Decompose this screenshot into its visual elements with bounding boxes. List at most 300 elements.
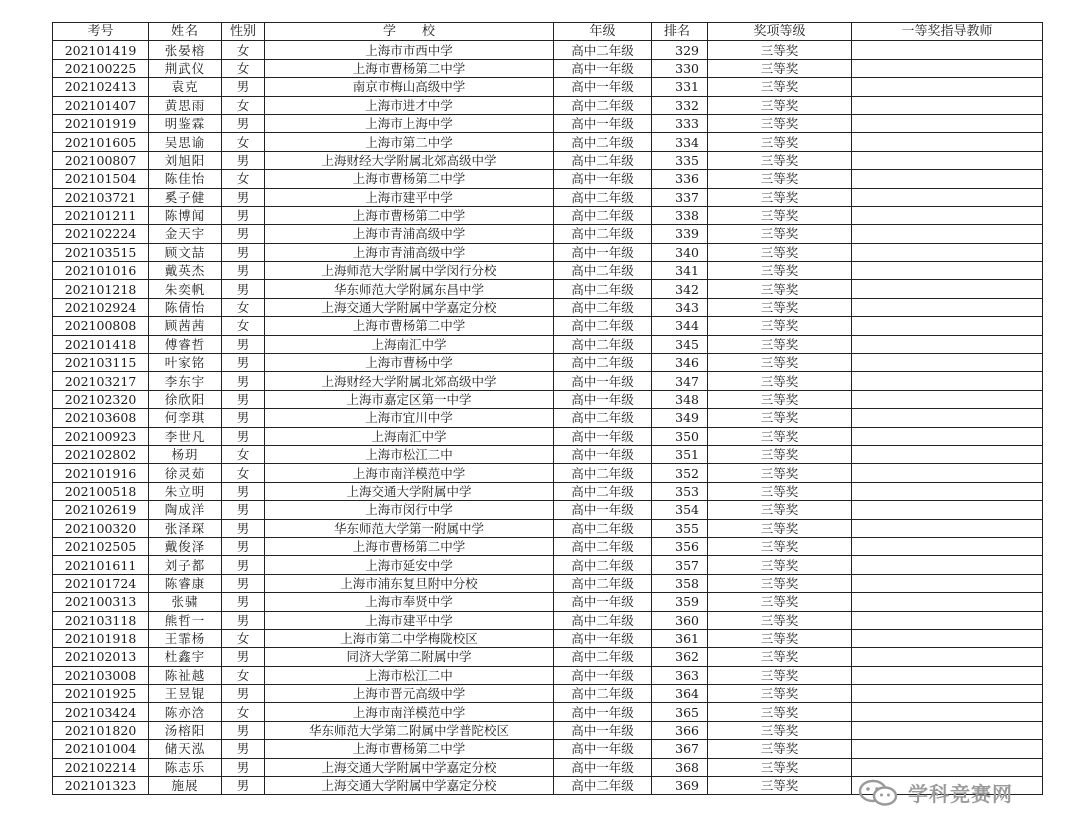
- cell-rank: 334: [652, 133, 708, 151]
- cell-rank: 357: [652, 556, 708, 574]
- cell-rank: 350: [652, 427, 708, 445]
- cell-gender: 男: [222, 501, 265, 519]
- cell-award-level: 三等奖: [708, 556, 852, 574]
- cell-award-level: 三等奖: [708, 78, 852, 96]
- cell-name: 荆武仪: [149, 59, 222, 77]
- cell-gender: 女: [222, 298, 265, 316]
- cell-exam-id: 202103608: [53, 409, 149, 427]
- cell-award-level: 三等奖: [708, 758, 852, 776]
- cell-first-prize-teacher: [852, 114, 1043, 132]
- cell-school: 同济大学第二附属中学: [265, 648, 554, 666]
- cell-exam-id: 202100320: [53, 519, 149, 537]
- cell-school: 上海市嘉定区第一中学: [265, 390, 554, 408]
- cell-award-level: 三等奖: [708, 354, 852, 372]
- wechat-logo-icon: [858, 779, 900, 807]
- table-row: [53, 740, 1043, 758]
- table-row: [53, 170, 1043, 188]
- cell-gender: 男: [222, 78, 265, 96]
- cell-first-prize-teacher: [852, 409, 1043, 427]
- cell-name: 叶家铭: [149, 354, 222, 372]
- cell-exam-id: 202100225: [53, 59, 149, 77]
- cell-name: 熊哲一: [149, 611, 222, 629]
- cell-gender: 男: [222, 740, 265, 758]
- cell-first-prize-teacher: [852, 96, 1043, 114]
- cell-grade: 高中一年级: [554, 390, 652, 408]
- cell-gender: 男: [222, 777, 265, 795]
- cell-grade: 高中二年级: [554, 519, 652, 537]
- table-row: [53, 703, 1043, 721]
- table-row: [53, 280, 1043, 298]
- cell-exam-id: 202102505: [53, 537, 149, 555]
- cell-exam-id: 202103721: [53, 188, 149, 206]
- cell-rank: 369: [652, 777, 708, 795]
- cell-first-prize-teacher: [852, 243, 1043, 261]
- cell-gender: 男: [222, 151, 265, 169]
- cell-grade: 高中一年级: [554, 629, 652, 647]
- cell-exam-id: 202101918: [53, 629, 149, 647]
- cell-award-level: 三等奖: [708, 648, 852, 666]
- cell-name: 陈倩怡: [149, 298, 222, 316]
- cell-school: 上海市市西中学: [265, 41, 554, 59]
- cell-grade: 高中一年级: [554, 445, 652, 463]
- cell-gender: 女: [222, 464, 265, 482]
- cell-gender: 男: [222, 335, 265, 353]
- cell-grade: 高中一年级: [554, 170, 652, 188]
- cell-rank: 343: [652, 298, 708, 316]
- cell-rank: 330: [652, 59, 708, 77]
- table-row: [53, 427, 1043, 445]
- cell-gender: 女: [222, 666, 265, 684]
- cell-rank: 347: [652, 372, 708, 390]
- cell-rank: 364: [652, 685, 708, 703]
- cell-grade: 高中一年级: [554, 372, 652, 390]
- cell-rank: 342: [652, 280, 708, 298]
- cell-school: 上海市松江二中: [265, 445, 554, 463]
- cell-exam-id: 202101218: [53, 280, 149, 298]
- table-row: [53, 372, 1043, 390]
- cell-exam-id: 202103424: [53, 703, 149, 721]
- cell-name: 刘子都: [149, 556, 222, 574]
- cell-first-prize-teacher: [852, 170, 1043, 188]
- cell-gender: 男: [222, 593, 265, 611]
- cell-exam-id: 202101916: [53, 464, 149, 482]
- cell-name: 陶成洋: [149, 501, 222, 519]
- cell-award-level: 三等奖: [708, 114, 852, 132]
- cell-gender: 男: [222, 225, 265, 243]
- cell-rank: 332: [652, 96, 708, 114]
- cell-gender: 女: [222, 133, 265, 151]
- cell-grade: 高中二年级: [554, 188, 652, 206]
- cell-school: 上海市第二中学: [265, 133, 554, 151]
- cell-exam-id: 202100808: [53, 317, 149, 335]
- cell-award-level: 三等奖: [708, 133, 852, 151]
- table-row: [53, 317, 1043, 335]
- cell-school: 上海市青浦高级中学: [265, 243, 554, 261]
- table-row: [53, 151, 1043, 169]
- cell-gender: 男: [222, 519, 265, 537]
- cell-school: 上海交通大学附属中学: [265, 482, 554, 500]
- cell-name: 李世凡: [149, 427, 222, 445]
- cell-grade: 高中二年级: [554, 262, 652, 280]
- cell-rank: 358: [652, 574, 708, 592]
- cell-exam-id: 202100923: [53, 427, 149, 445]
- cell-school: 上海市曹杨第二中学: [265, 537, 554, 555]
- table-row: [53, 243, 1043, 261]
- cell-award-level: 三等奖: [708, 225, 852, 243]
- cell-name: 王霏杨: [149, 629, 222, 647]
- cell-name: 何孪琪: [149, 409, 222, 427]
- cell-grade: 高中一年级: [554, 427, 652, 445]
- cell-rank: 331: [652, 78, 708, 96]
- cell-rank: 361: [652, 629, 708, 647]
- cell-grade: 高中一年级: [554, 593, 652, 611]
- cell-gender: 女: [222, 170, 265, 188]
- table-row: [53, 537, 1043, 555]
- cell-name: 李东宇: [149, 372, 222, 390]
- cell-school: 上海市浦东复旦附中分校: [265, 574, 554, 592]
- cell-first-prize-teacher: [852, 298, 1043, 316]
- table-row: [53, 225, 1043, 243]
- cell-name: 陈志乐: [149, 758, 222, 776]
- cell-award-level: 三等奖: [708, 41, 852, 59]
- cell-first-prize-teacher: [852, 390, 1043, 408]
- cell-grade: 高中一年级: [554, 666, 652, 684]
- table-row: [53, 390, 1043, 408]
- cell-name: 傅睿哲: [149, 335, 222, 353]
- cell-grade: 高中一年级: [554, 721, 652, 739]
- cell-gender: 男: [222, 648, 265, 666]
- cell-grade: 高中一年级: [554, 501, 652, 519]
- cell-award-level: 三等奖: [708, 611, 852, 629]
- cell-grade: 高中二年级: [554, 777, 652, 795]
- cell-gender: 男: [222, 243, 265, 261]
- cell-award-level: 三等奖: [708, 96, 852, 114]
- cell-grade: 高中二年级: [554, 298, 652, 316]
- cell-award-level: 三等奖: [708, 629, 852, 647]
- cell-name: 金天宇: [149, 225, 222, 243]
- cell-award-level: 三等奖: [708, 262, 852, 280]
- cell-grade: 高中二年级: [554, 317, 652, 335]
- cell-school: 上海市松江二中: [265, 666, 554, 684]
- cell-award-level: 三等奖: [708, 685, 852, 703]
- cell-grade: 高中二年级: [554, 151, 652, 169]
- cell-school: 上海市曹杨中学: [265, 354, 554, 372]
- cell-first-prize-teacher: [852, 721, 1043, 739]
- cell-exam-id: 202102214: [53, 758, 149, 776]
- table-row: [53, 188, 1043, 206]
- cell-exam-id: 202100313: [53, 593, 149, 611]
- cell-first-prize-teacher: [852, 758, 1043, 776]
- cell-grade: 高中二年级: [554, 685, 652, 703]
- cell-first-prize-teacher: [852, 501, 1043, 519]
- cell-grade: 高中一年级: [554, 243, 652, 261]
- cell-exam-id: 202101724: [53, 574, 149, 592]
- cell-school: 上海财经大学附属北郊高级中学: [265, 372, 554, 390]
- cell-award-level: 三等奖: [708, 703, 852, 721]
- cell-gender: 女: [222, 96, 265, 114]
- cell-rank: 359: [652, 593, 708, 611]
- cell-award-level: 三等奖: [708, 390, 852, 408]
- cell-gender: 女: [222, 59, 265, 77]
- header-grade: 年级: [554, 23, 652, 41]
- cell-first-prize-teacher: [852, 59, 1043, 77]
- cell-name: 陈祉越: [149, 666, 222, 684]
- cell-name: 张晏榕: [149, 41, 222, 59]
- table-row: [53, 114, 1043, 132]
- cell-name: 奚子健: [149, 188, 222, 206]
- cell-first-prize-teacher: [852, 317, 1043, 335]
- cell-name: 徐灵茹: [149, 464, 222, 482]
- cell-rank: 360: [652, 611, 708, 629]
- cell-school: 华东师范大学附属东昌中学: [265, 280, 554, 298]
- cell-first-prize-teacher: [852, 593, 1043, 611]
- cell-grade: 高中一年级: [554, 59, 652, 77]
- cell-school: 上海市曹杨第二中学: [265, 170, 554, 188]
- cell-first-prize-teacher: [852, 464, 1043, 482]
- results-table: [52, 22, 1043, 795]
- cell-first-prize-teacher: [852, 648, 1043, 666]
- cell-first-prize-teacher: [852, 354, 1043, 372]
- cell-name: 施展: [149, 777, 222, 795]
- cell-name: 汤榕阳: [149, 721, 222, 739]
- table-row: [53, 593, 1043, 611]
- cell-exam-id: 202101211: [53, 206, 149, 224]
- cell-name: 陈佳怡: [149, 170, 222, 188]
- table-row: [53, 41, 1043, 59]
- table-row: [53, 96, 1043, 114]
- cell-rank: 354: [652, 501, 708, 519]
- cell-school: 上海市曹杨第二中学: [265, 317, 554, 335]
- cell-rank: 351: [652, 445, 708, 463]
- cell-first-prize-teacher: [852, 519, 1043, 537]
- table-row: [53, 556, 1043, 574]
- cell-name: 吴思谕: [149, 133, 222, 151]
- cell-grade: 高中二年级: [554, 335, 652, 353]
- cell-rank: 368: [652, 758, 708, 776]
- cell-rank: 346: [652, 354, 708, 372]
- cell-school: 上海市闵行中学: [265, 501, 554, 519]
- cell-rank: 356: [652, 537, 708, 555]
- cell-grade: 高中二年级: [554, 537, 652, 555]
- cell-rank: 329: [652, 41, 708, 59]
- cell-school: 上海南汇中学: [265, 335, 554, 353]
- cell-grade: 高中二年级: [554, 206, 652, 224]
- cell-school: 上海市曹杨第二中学: [265, 206, 554, 224]
- cell-gender: 男: [222, 280, 265, 298]
- cell-school: 上海市上海中学: [265, 114, 554, 132]
- cell-gender: 男: [222, 537, 265, 555]
- cell-gender: 男: [222, 611, 265, 629]
- cell-grade: 高中二年级: [554, 354, 652, 372]
- cell-gender: 男: [222, 354, 265, 372]
- cell-school: 上海市青浦高级中学: [265, 225, 554, 243]
- table-row: [53, 482, 1043, 500]
- cell-rank: 336: [652, 170, 708, 188]
- cell-exam-id: 202103217: [53, 372, 149, 390]
- cell-award-level: 三等奖: [708, 335, 852, 353]
- cell-gender: 女: [222, 317, 265, 335]
- cell-gender: 女: [222, 445, 265, 463]
- cell-name: 朱立明: [149, 482, 222, 500]
- cell-exam-id: 202101925: [53, 685, 149, 703]
- table-body: [53, 41, 1043, 795]
- cell-exam-id: 202102320: [53, 390, 149, 408]
- cell-school: 上海市奉贤中学: [265, 593, 554, 611]
- cell-name: 戴英杰: [149, 262, 222, 280]
- cell-school: 华东师范大学第一附属中学: [265, 519, 554, 537]
- cell-rank: 366: [652, 721, 708, 739]
- cell-name: 陈亦浛: [149, 703, 222, 721]
- cell-exam-id: 202102224: [53, 225, 149, 243]
- table-row: [53, 206, 1043, 224]
- cell-first-prize-teacher: [852, 703, 1043, 721]
- cell-gender: 男: [222, 556, 265, 574]
- cell-grade: 高中二年级: [554, 96, 652, 114]
- cell-exam-id: 202101820: [53, 721, 149, 739]
- header-first-prize-teacher: 一等奖指导教师: [852, 23, 1043, 41]
- cell-rank: 362: [652, 648, 708, 666]
- cell-gender: 男: [222, 721, 265, 739]
- cell-exam-id: 202101504: [53, 170, 149, 188]
- cell-first-prize-teacher: [852, 611, 1043, 629]
- cell-grade: 高中一年级: [554, 114, 652, 132]
- header-row: [53, 23, 1043, 41]
- cell-gender: 男: [222, 482, 265, 500]
- cell-name: 储天泓: [149, 740, 222, 758]
- table-row: [53, 501, 1043, 519]
- cell-grade: 高中二年级: [554, 464, 652, 482]
- cell-school: 上海市南洋模范中学: [265, 703, 554, 721]
- cell-award-level: 三等奖: [708, 188, 852, 206]
- cell-exam-id: 202101919: [53, 114, 149, 132]
- cell-school: 上海市第二中学梅陇校区: [265, 629, 554, 647]
- cell-exam-id: 202101004: [53, 740, 149, 758]
- table-row: [53, 685, 1043, 703]
- cell-exam-id: 202101611: [53, 556, 149, 574]
- cell-grade: 高中一年级: [554, 78, 652, 96]
- cell-rank: 355: [652, 519, 708, 537]
- cell-school: 上海市曹杨第二中学: [265, 59, 554, 77]
- cell-school: 上海南汇中学: [265, 427, 554, 445]
- cell-name: 陈博闻: [149, 206, 222, 224]
- cell-rank: 337: [652, 188, 708, 206]
- cell-rank: 363: [652, 666, 708, 684]
- cell-rank: 333: [652, 114, 708, 132]
- cell-award-level: 三等奖: [708, 317, 852, 335]
- cell-exam-id: 202101419: [53, 41, 149, 59]
- cell-school: 上海市曹杨第二中学: [265, 740, 554, 758]
- table-row: [53, 519, 1043, 537]
- cell-award-level: 三等奖: [708, 409, 852, 427]
- cell-grade: 高中二年级: [554, 225, 652, 243]
- cell-grade: 高中二年级: [554, 41, 652, 59]
- cell-name: 朱奕帆: [149, 280, 222, 298]
- cell-grade: 高中一年级: [554, 703, 652, 721]
- cell-name: 杨玥: [149, 445, 222, 463]
- cell-first-prize-teacher: [852, 188, 1043, 206]
- cell-exam-id: 202101323: [53, 777, 149, 795]
- cell-name: 明鉴霖: [149, 114, 222, 132]
- table-row: [53, 59, 1043, 77]
- cell-exam-id: 202101605: [53, 133, 149, 151]
- cell-exam-id: 202103515: [53, 243, 149, 261]
- cell-name: 张泽琛: [149, 519, 222, 537]
- cell-first-prize-teacher: [852, 537, 1043, 555]
- cell-school: 上海市南洋模范中学: [265, 464, 554, 482]
- cell-exam-id: 202100518: [53, 482, 149, 500]
- cell-award-level: 三等奖: [708, 59, 852, 77]
- cell-exam-id: 202103008: [53, 666, 149, 684]
- cell-school: 上海市延安中学: [265, 556, 554, 574]
- cell-award-level: 三等奖: [708, 777, 852, 795]
- cell-first-prize-teacher: [852, 685, 1043, 703]
- cell-school: 上海市宜川中学: [265, 409, 554, 427]
- cell-gender: 男: [222, 390, 265, 408]
- cell-name: 黄思雨: [149, 96, 222, 114]
- table-row: [53, 758, 1043, 776]
- cell-award-level: 三等奖: [708, 427, 852, 445]
- watermark-text: 学科竞赛网: [908, 782, 1013, 806]
- header-name: 姓名: [149, 23, 222, 41]
- table-row: [53, 629, 1043, 647]
- table-row: [53, 721, 1043, 739]
- cell-grade: 高中一年级: [554, 740, 652, 758]
- cell-gender: 男: [222, 206, 265, 224]
- cell-rank: 344: [652, 317, 708, 335]
- cell-award-level: 三等奖: [708, 464, 852, 482]
- cell-first-prize-teacher: [852, 335, 1043, 353]
- cell-grade: 高中二年级: [554, 648, 652, 666]
- cell-first-prize-teacher: [852, 262, 1043, 280]
- cell-grade: 高中二年级: [554, 482, 652, 500]
- cell-school: 上海市建平中学: [265, 611, 554, 629]
- cell-first-prize-teacher: [852, 372, 1043, 390]
- cell-name: 戴俊泽: [149, 537, 222, 555]
- cell-first-prize-teacher: [852, 574, 1043, 592]
- header-award-level: 奖项等级: [708, 23, 852, 41]
- cell-school: 上海师范大学附属中学闵行分校: [265, 262, 554, 280]
- cell-gender: 女: [222, 629, 265, 647]
- cell-first-prize-teacher: [852, 556, 1043, 574]
- cell-gender: 女: [222, 41, 265, 59]
- watermark: [858, 778, 1013, 807]
- cell-award-level: 三等奖: [708, 445, 852, 463]
- cell-exam-id: 202102619: [53, 501, 149, 519]
- table-row: [53, 648, 1043, 666]
- cell-first-prize-teacher: [852, 78, 1043, 96]
- cell-rank: 352: [652, 464, 708, 482]
- cell-award-level: 三等奖: [708, 170, 852, 188]
- table-row: [53, 262, 1043, 280]
- table-row: [53, 464, 1043, 482]
- cell-grade: 高中二年级: [554, 556, 652, 574]
- cell-gender: 男: [222, 372, 265, 390]
- cell-name: 王昱锟: [149, 685, 222, 703]
- header-rank: 排名: [652, 23, 708, 41]
- cell-award-level: 三等奖: [708, 206, 852, 224]
- cell-school: 南京市梅山高级中学: [265, 78, 554, 96]
- cell-grade: 高中二年级: [554, 133, 652, 151]
- cell-rank: 349: [652, 409, 708, 427]
- cell-first-prize-teacher: [852, 482, 1043, 500]
- cell-award-level: 三等奖: [708, 298, 852, 316]
- cell-first-prize-teacher: [852, 41, 1043, 59]
- cell-award-level: 三等奖: [708, 537, 852, 555]
- cell-school: 上海交通大学附属中学嘉定分校: [265, 298, 554, 316]
- cell-rank: 338: [652, 206, 708, 224]
- cell-rank: 341: [652, 262, 708, 280]
- cell-award-level: 三等奖: [708, 574, 852, 592]
